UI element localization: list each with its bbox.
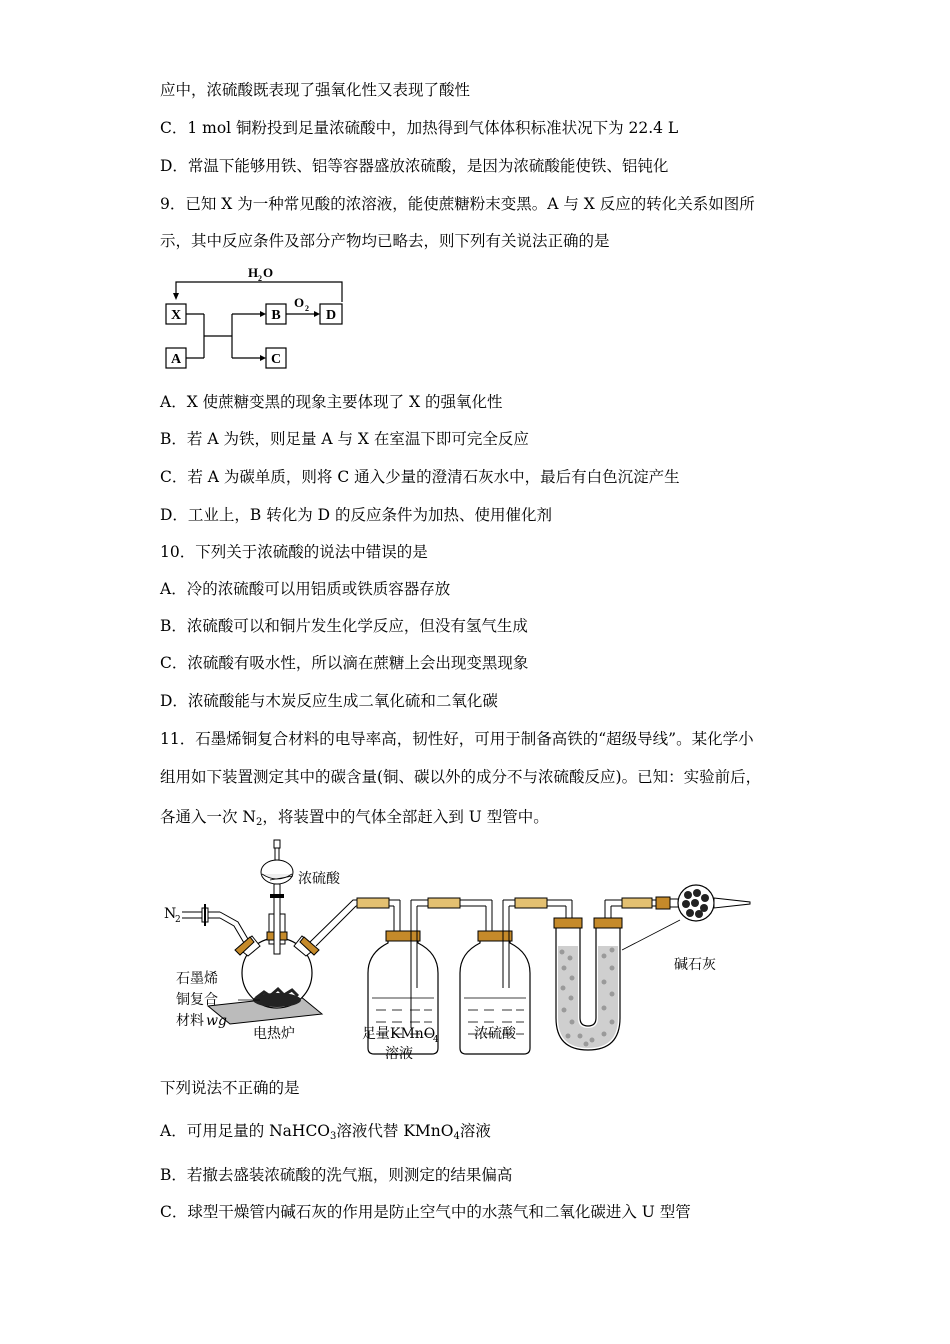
option-9d: D．工业上，B 转化为 D 的反应条件为加热、使用催化剂 bbox=[160, 506, 553, 524]
box-x-label: X bbox=[170, 308, 182, 323]
heater-label: 电热炉 bbox=[253, 1026, 295, 1042]
conc-acid-funnel-label: 浓硫酸 bbox=[298, 871, 340, 887]
o2-label: O bbox=[294, 295, 305, 310]
option-text: 溶液代替 KMnO bbox=[336, 1122, 454, 1140]
subscript: 3 bbox=[330, 1131, 337, 1142]
o2-label-sub: 2 bbox=[305, 304, 309, 313]
n2-sub: 2 bbox=[175, 915, 181, 925]
conc-acid-bottle-label: 浓硫酸 bbox=[474, 1026, 516, 1042]
n2-label: N bbox=[164, 906, 177, 922]
sample-label-2: 铜复合 bbox=[176, 992, 218, 1008]
box-c-label: C bbox=[270, 352, 282, 367]
stem-text: 各通入一次 N bbox=[160, 808, 256, 826]
option-9c: C．若 A 为碳单质，则将 C 通入少量的澄清石灰水中，最后有白色沉淀产生 bbox=[160, 468, 680, 486]
text-line: 应中，浓硫酸既表现了强氧化性又表现了酸性 bbox=[160, 81, 471, 99]
soda-lime-label: 碱石灰 bbox=[674, 957, 716, 973]
h2o-label-o: O bbox=[263, 265, 274, 280]
option-10c: C．浓硫酸有吸水性，所以滴在蔗糖上会出现变黑现象 bbox=[160, 654, 529, 672]
option-c-prev: C．1 mol 铜粉投到足量浓硫酸中，加热得到气体体积标准状况下为 22.4 L bbox=[160, 119, 679, 137]
kmno4-label: 足量KMnO bbox=[362, 1026, 436, 1042]
option-10d: D．浓硫酸能与木炭反应生成二氧化硫和二氧化碳 bbox=[160, 692, 498, 710]
box-a-label: A bbox=[170, 352, 182, 367]
h2o-label-sub: 2 bbox=[258, 274, 262, 283]
subscript: 4 bbox=[453, 1131, 460, 1142]
option-9b: B．若 A 为铁，则足量 A 与 X 在室温下即可完全反应 bbox=[160, 430, 529, 448]
question-11-prompt: 下列说法不正确的是 bbox=[160, 1079, 300, 1097]
option-d-prev: D．常温下能够用铁、铝等容器盛放浓硫酸，是因为浓硫酸能使铁、铝钝化 bbox=[160, 157, 669, 175]
question-11-stem-cont: 组用如下装置测定其中的碳含量(铜、碳以外的成分不与浓硫酸反应)。已知：实验前后， bbox=[160, 768, 762, 786]
option-11c: C．球型干燥管内碱石灰的作用是防止空气中的水蒸气和二氧化碳进入 U 型管 bbox=[160, 1203, 691, 1221]
option-text: A．可用足量的 NaHCO bbox=[160, 1122, 331, 1140]
option-text: 溶液 bbox=[459, 1122, 491, 1140]
conversion-flow-diagram bbox=[160, 262, 360, 377]
question-10-stem: 10．下列关于浓硫酸的说法中错误的是 bbox=[160, 543, 428, 561]
question-11-stem-cont2 bbox=[160, 806, 549, 828]
box-d-label: D bbox=[325, 308, 337, 323]
option-11a bbox=[160, 1120, 491, 1142]
h2o-label-h: H bbox=[248, 265, 259, 280]
kmno4-solution-label: 溶液 bbox=[385, 1046, 413, 1062]
subscript: 2 bbox=[256, 817, 263, 828]
question-11-stem: 11．石墨烯铜复合材料的电导率高，韧性好，可用于制备高铁的“超级导线”。某化学小 bbox=[160, 730, 754, 748]
question-9-stem-cont: 示，其中反应条件及部分产物均已略去，则下列有关说法正确的是 bbox=[160, 232, 610, 250]
option-10b: B．浓硫酸可以和铜片发生化学反应，但没有氢气生成 bbox=[160, 617, 528, 635]
option-9a: A．X 使蔗糖变黑的现象主要体现了 X 的强氧化性 bbox=[160, 393, 503, 411]
sample-label-1: 石墨烯 bbox=[176, 971, 218, 987]
kmno4-sub: 4 bbox=[433, 1035, 439, 1045]
stem-text: ，将装置中的气体全部赶入到 U 型管中。 bbox=[262, 808, 549, 826]
sample-mass: wg bbox=[206, 1013, 227, 1029]
question-9-stem: 9．已知 X 为一种常见酸的浓溶液，能使蔗糖粉末变黑。A 与 X 反应的转化关系如图所 bbox=[160, 195, 755, 213]
option-11b: B．若撤去盛装浓硫酸的洗气瓶，则测定的结果偏高 bbox=[160, 1166, 513, 1184]
box-b-label: B bbox=[271, 308, 281, 323]
apparatus-diagram bbox=[160, 838, 760, 1068]
sample-label-3: 材料 bbox=[176, 1013, 204, 1029]
option-10a: A．冷的浓硫酸可以用铝质或铁质容器存放 bbox=[160, 580, 451, 598]
